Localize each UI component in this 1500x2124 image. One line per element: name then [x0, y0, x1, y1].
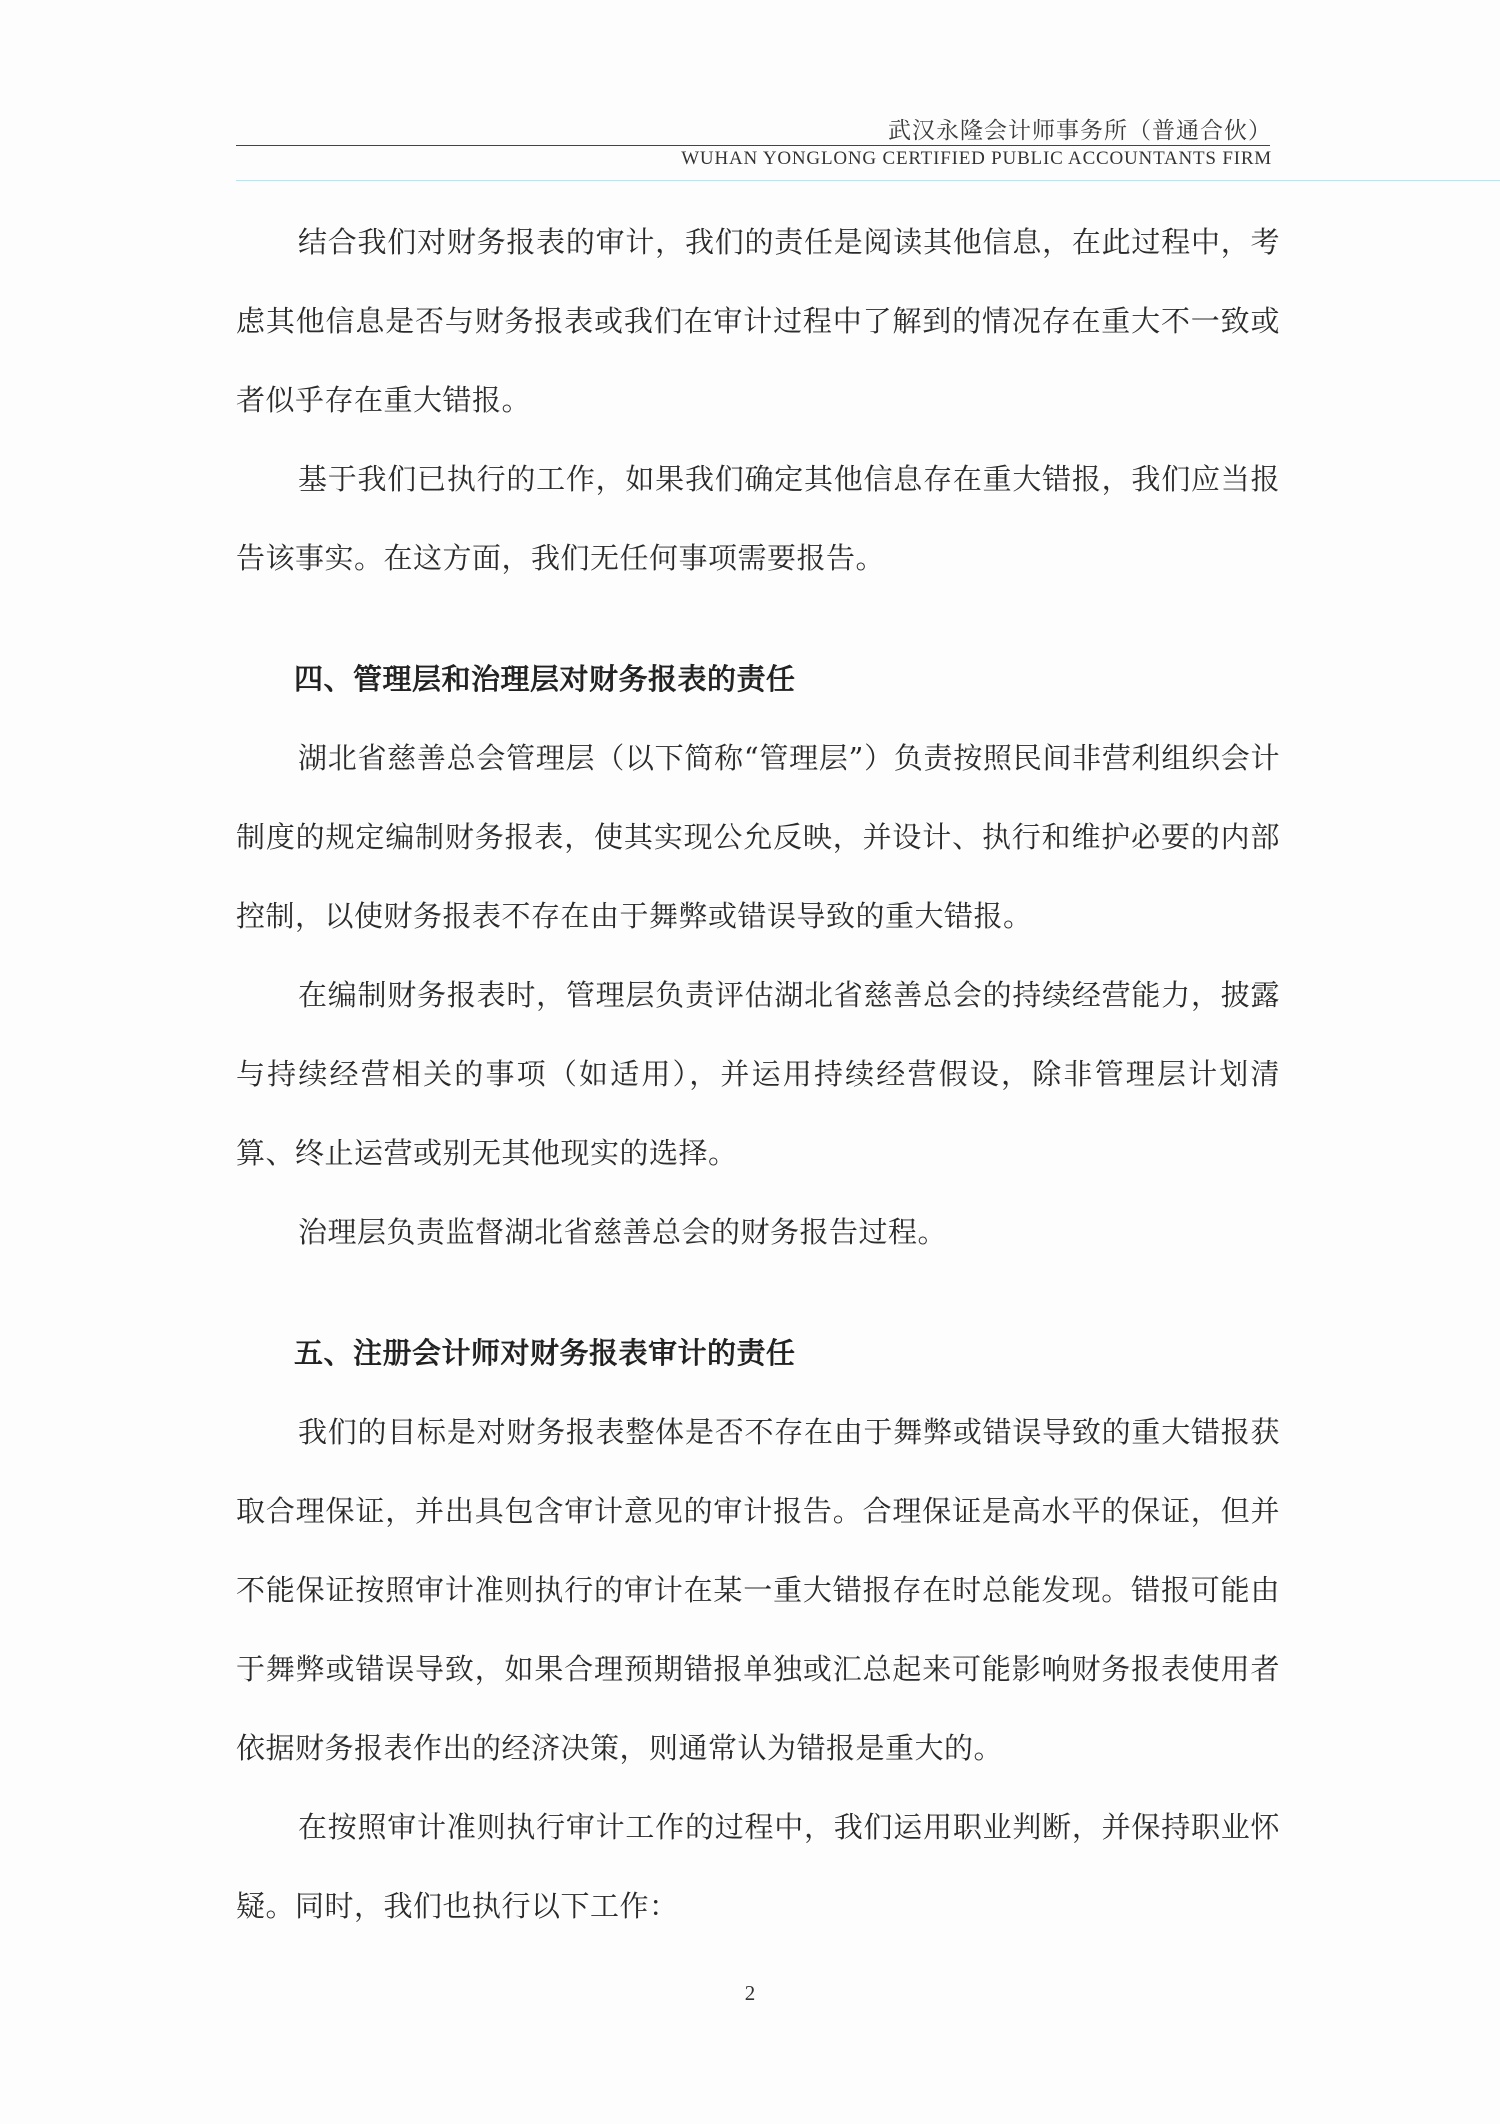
section-heading-management-responsibility: 四、管理层和治理层对财务报表的责任: [294, 662, 796, 696]
section-heading-auditor-responsibility: 五、注册会计师对财务报表审计的责任: [294, 1336, 796, 1370]
paragraph-auditor-1: 我们的目标是对财务报表整体是否不存在由于舞弊或错误导致的重大错报获取合理保证，并出具包含审计意见的审计报告。合理保证是高水平的保证，但并不能保证按照审计准则执行的审计在某一重大错报存在时总能发现。错报可能由于舞弊或错误导致，如果合理预期错报单独或汇总起来可能影响财务报表使用者依据财务报表作出的经济决策，则通常认为错报是重大的。: [236, 1415, 1280, 1765]
letterhead-firm-name-cn: 武汉永隆会计师事务所（普通合伙）: [888, 118, 1272, 144]
paragraph-management-3: 治理层负责监督湖北省慈善总会的财务报告过程。: [298, 1215, 948, 1249]
paragraph-auditor-2: 在按照审计准则执行审计工作的过程中，我们运用职业判断，并保持职业怀疑。同时，我们也执行以下工作：: [236, 1810, 1280, 1923]
paragraph-management-2: 在编制财务报表时，管理层负责评估湖北省慈善总会的持续经营能力，披露与持续经营相关的事项（如适用），并运用持续经营假设，除非管理层计划清算、终止运营或别无其他现实的选择。: [236, 978, 1280, 1170]
report-body: [236, 203, 1280, 1946]
letterhead-rule: [236, 145, 1270, 146]
page-number: 2: [744, 1981, 756, 2005]
paragraph-management-1: 湖北省慈善总会管理层（以下简称“管理层”）负责按照民间非营利组织会计制度的规定编制财务报表，使其实现公允反映，并设计、执行和维护必要的内部控制，以使财务报表不存在由于舞弊或错误导致的重大错报。: [236, 741, 1280, 933]
letterhead-accent-rule: [236, 180, 1500, 181]
letterhead-firm-name-en: WUHAN YONGLONG CERTIFIED PUBLIC ACCOUNTANTS FIRM: [681, 148, 1272, 169]
paragraph-other-info-2: 基于我们已执行的工作，如果我们确定其他信息存在重大错报，我们应当报告该事实。在这方面，我们无任何事项需要报告。: [236, 462, 1280, 575]
paragraph-other-info-1: 结合我们对财务报表的审计，我们的责任是阅读其他信息，在此过程中，考虑其他信息是否与财务报表或我们在审计过程中了解到的情况存在重大不一致或者似乎存在重大错报。: [236, 225, 1280, 417]
section-spacer: [236, 598, 1280, 640]
section-spacer: [236, 1272, 1280, 1314]
